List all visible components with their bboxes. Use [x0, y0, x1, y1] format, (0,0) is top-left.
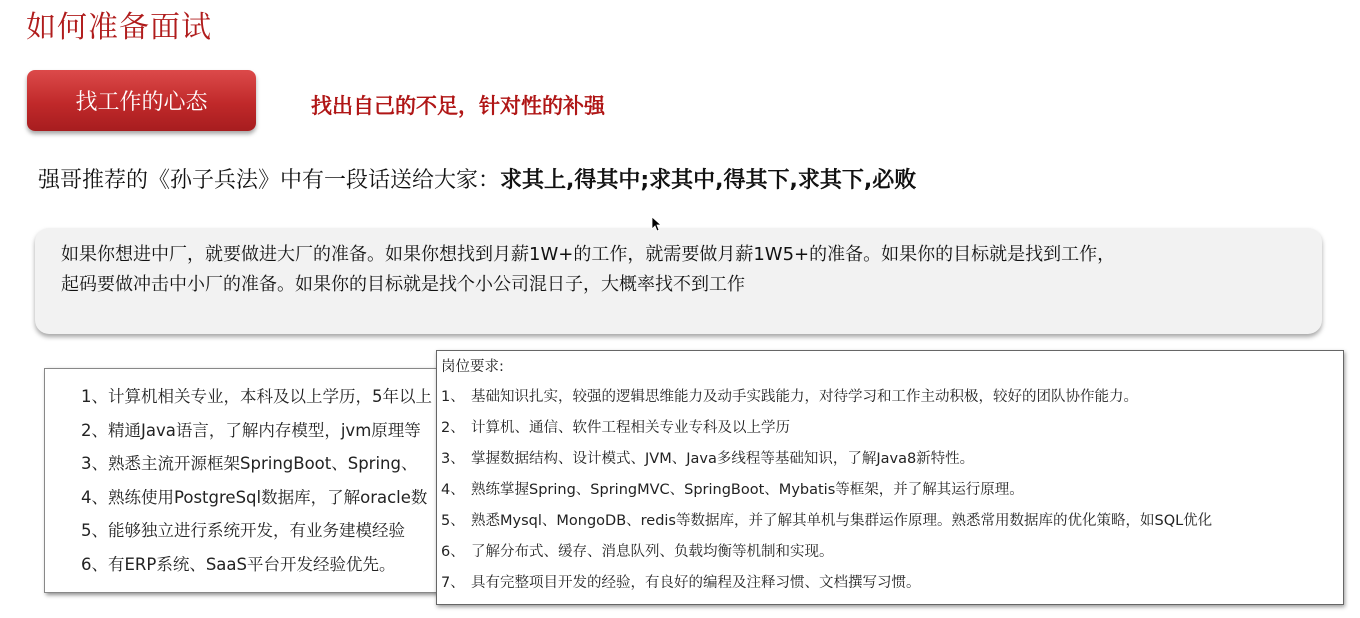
left-requirement-item: 3、熟悉主流开源框架SpringBoot、Spring、 — [81, 454, 418, 473]
requirement-text: 掌握数据结构、设计模式、JVM、Java多线程等基础知识，了解Java8新特性。 — [471, 451, 975, 467]
left-requirement-item: 5、能够独立进行系统开发，有业务建模经验 — [81, 521, 405, 540]
requirement-text: 具有完整项目开发的经验，有良好的编程及注释习惯、文档撰写习惯。 — [471, 575, 921, 591]
left-requirement-item: 4、熟练使用PostgreSql数据库，了解oracle数 — [81, 487, 428, 507]
requirement-number: 4、 — [441, 482, 465, 498]
requirement-item — [441, 478, 1343, 509]
right-requirements-panel — [436, 350, 1344, 605]
advice-line: 如果你想进中厂，就要做进大厂的准备。如果你想找到月薪1W+的工作，就需要做月薪1W5+的准备。如果你的目标就是找到工作， — [61, 244, 1116, 265]
requirement-item — [441, 385, 1343, 416]
left-requirement-item: 6、有ERP系统、SaaS平台开发经验优先。 — [81, 554, 396, 574]
requirement-item — [441, 416, 1343, 447]
advice-card — [35, 228, 1322, 334]
requirement-text: 计算机、通信、软件工程相关专业专科及以上学历 — [471, 420, 790, 436]
requirement-item — [441, 509, 1343, 540]
quote-prefix: 强哥推荐的《孙子兵法》中有一段话送给大家： — [38, 168, 501, 193]
mindset-button[interactable]: 找工作的心态 — [27, 70, 256, 131]
requirement-number: 3、 — [441, 451, 465, 467]
requirement-item — [441, 571, 1343, 602]
page-title: 如何准备面试 — [26, 10, 212, 45]
requirement-item — [441, 447, 1343, 478]
requirement-text: 了解分布式、缓存、消息队列、负载均衡等机制和实现。 — [471, 544, 834, 560]
mouse-cursor-icon — [651, 216, 661, 232]
requirement-number: 2、 — [441, 420, 465, 436]
quote-line — [38, 163, 916, 194]
left-requirement-item: 2、精通Java语言，了解内存模型，jvm原理等 — [81, 420, 421, 440]
requirement-number: 6、 — [441, 544, 465, 560]
left-requirement-item: 1、计算机相关专业，本科及以上学历，5年以上 — [81, 387, 432, 406]
requirement-text: 基础知识扎实，较强的逻辑思维能力及动手实践能力，对待学习和工作主动积极，较好的团队协作能力。 — [471, 389, 1138, 405]
advice-line: 起码要做冲击中小厂的准备。如果你的目标就是找个小公司混日子，大概率找不到工作 — [61, 274, 745, 295]
requirement-number: 7、 — [441, 575, 465, 591]
requirement-text: 熟练掌握Spring、SpringMVC、SpringBoot、Mybatis等框架，并了解其运行原理。 — [471, 482, 1024, 498]
requirement-text: 熟悉Mysql、MongoDB、redis等数据库，并了解其单机与集群运作原理。熟悉常用数据库的优化策略，如SQL优化 — [471, 513, 1213, 529]
slogan-text: 找出自己的不足，针对性的补强 — [311, 94, 605, 118]
requirements-title: 岗位要求: — [441, 359, 504, 375]
left-requirements-panel — [44, 368, 464, 593]
requirement-item — [441, 540, 1343, 571]
requirement-number: 1、 — [441, 389, 465, 405]
requirement-number: 5、 — [441, 513, 465, 529]
quote-bold-text: 求其上,得其中;求其中,得其下,求其下,必败 — [500, 168, 917, 193]
